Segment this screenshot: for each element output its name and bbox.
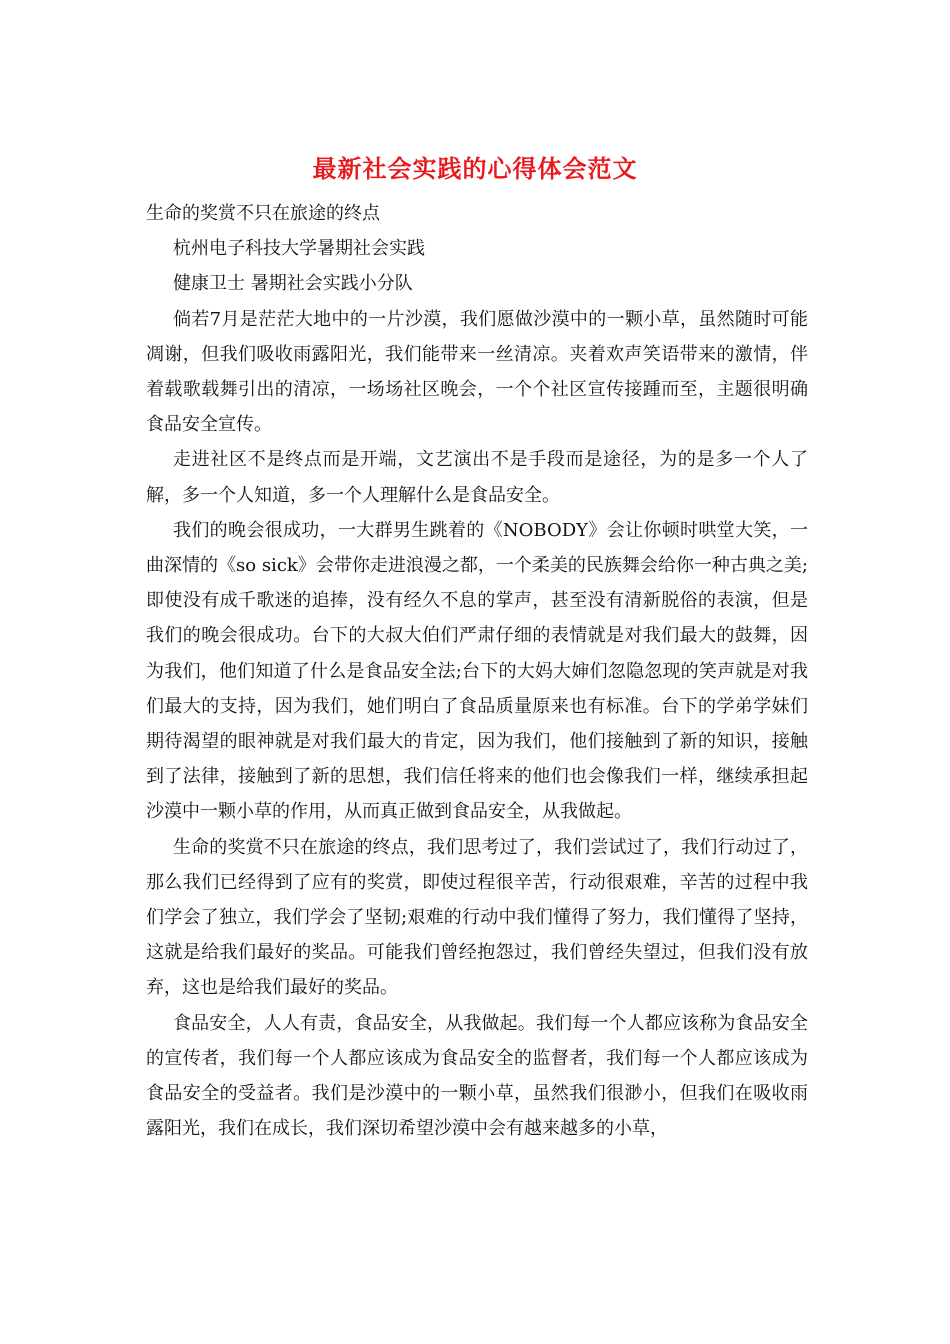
body-paragraph: 倘若7月是茫茫大地中的一片沙漠，我们愿做沙漠中的一颗小草，虽然随时可能凋谢，但我们吸收雨露阳光，我们能带来一丝清凉。夹着欢声笑语带来的激情，伴着载歌载舞引出的清凉，一场场社区晚会，一个个社区宣传接踵而至，主题很明确食品安全宣传。 xyxy=(146,308,808,436)
body-paragraph: 食品安全，人人有责，食品安全，从我做起。我们每一个人都应该称为食品安全的宣传者，我们每一个人都应该成为食品安全的监督者，我们每一个人都应该成为食品安全的受益者。我们是沙漠中的一颗小草，虽然我们很渺小，但我们在吸收雨露阳光，我们在成长，我们深切希望沙漠中会有越来越多的小草， xyxy=(146,1012,808,1140)
body-paragraph: 我们的晚会很成功，一大群男生跳着的《NOBODY》会让你顿时哄堂大笑，一曲深情的《so sick》会带你走进浪漫之都，一个柔美的民族舞会给你一种古典之美;即使没有成千歌迷的追捧，没有经久不息的掌声，甚至没有清新脱俗的表演，但是我们的晚会很成功。台下的大叔大伯们严肃仔细的表情就是对我们最大的鼓舞，因为我们，他们知道了什么是食品安全法;台下的大妈大婶们忽隐忽现的笑声就是对我们最大的支持，因为我们，她们明白了食品质量原来也有标准。台下的学弟学妹们期待渴望的眼神就是对我们最大的肯定，因为我们，他们接触到了新的知识，接触到了法律，接触到了新的思想，我们信任将来的他们也会像我们一样，继续承担起沙漠中一颗小草的作用，从而真正做到食品安全，从我做起。 xyxy=(146,519,808,823)
team-line: 健康卫士 暑期社会实践小分队 xyxy=(173,273,413,295)
document-title: 最新社会实践的心得体会范文 xyxy=(312,154,638,183)
organization-line: 杭州电子科技大学暑期社会实践 xyxy=(173,238,425,260)
document-body xyxy=(146,196,808,1146)
subtitle-line: 生命的奖赏不只在旅途的终点 xyxy=(146,203,380,224)
body-paragraph: 走进社区不是终点而是开端，文艺演出不是手段而是途径，为的是多一个人了解，多一个人知道，多一个人理解什么是食品安全。 xyxy=(146,449,808,506)
body-paragraph: 生命的奖赏不只在旅途的终点，我们思考过了，我们尝试过了，我们行动过了，那么我们已经得到了应有的奖赏，即使过程很辛苦，行动很艰难，辛苦的过程中我们学会了独立，我们学会了坚韧;艰难的行动中我们懂得了努力，我们懂得了坚持，这就是给我们最好的奖品。可能我们曾经抱怨过，我们曾经失望过，但我们没有放弃，这也是给我们最好的奖品。 xyxy=(146,836,808,999)
